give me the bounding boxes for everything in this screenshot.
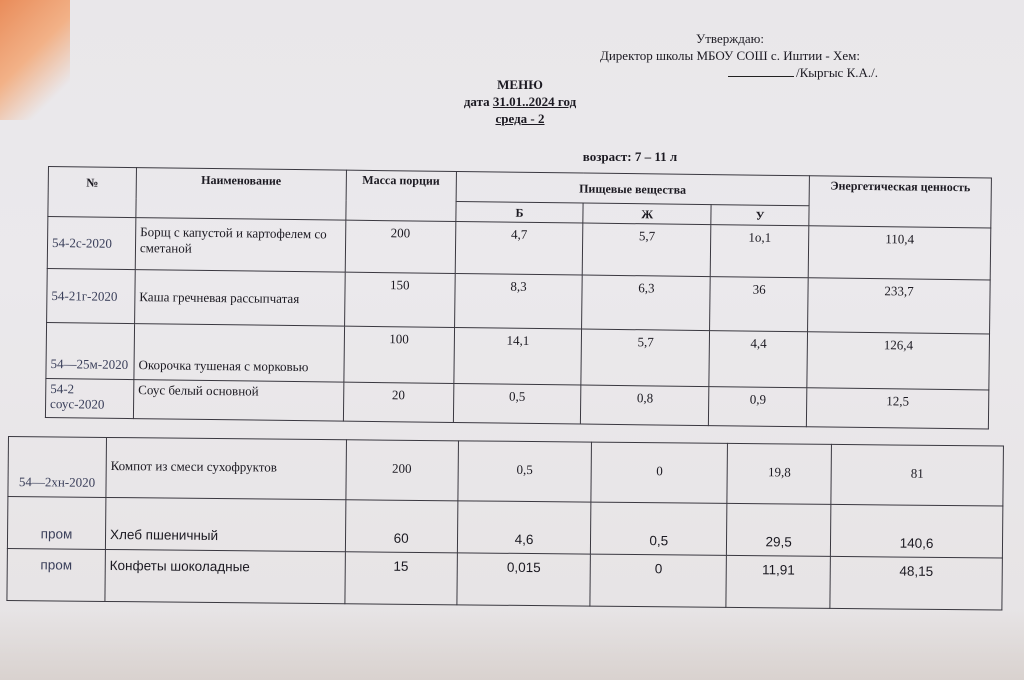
age-label: возраст: 7 – 11 л	[582, 149, 678, 164]
row-name: Борщ с капустой и картофелем со сметаной	[135, 218, 345, 273]
row-code: 54-2с-2020	[47, 217, 136, 270]
row-energy: 140,6	[831, 504, 1003, 558]
row-code: пром	[7, 548, 105, 601]
row-mass: 100	[344, 326, 455, 383]
date-value: 31.01..2024 год	[492, 94, 577, 109]
date-label: дата	[463, 94, 490, 109]
row-code: 54-21г-2020	[47, 268, 136, 323]
col-header-fat: Ж	[583, 203, 711, 225]
row-energy: 110,4	[808, 226, 991, 280]
row-mass: 60	[345, 500, 457, 553]
row-fat: 0,5	[591, 502, 727, 555]
table-row	[8, 437, 1004, 507]
col-header-name: Наименование	[136, 168, 346, 221]
col-header-protein: Б	[455, 201, 583, 223]
row-energy: 233,7	[808, 278, 991, 334]
row-name: Окорочка тушеная с морковью	[134, 324, 344, 383]
row-code: 54—25м-2020	[46, 322, 135, 379]
menu-table-main	[45, 166, 992, 430]
row-code: 54-2 соус-2020	[45, 378, 133, 418]
col-header-num: №	[48, 167, 137, 218]
row-mass: 200	[346, 440, 458, 501]
row-fat: 6,3	[582, 275, 710, 331]
row-carbs: 19,8	[727, 443, 831, 504]
row-name: Каша гречневая рассыпчатая	[135, 270, 345, 327]
row-protein: 0,5	[453, 383, 581, 424]
row-mass: 200	[345, 220, 456, 273]
row-protein: 0,5	[457, 441, 591, 502]
row-carbs: 4,4	[709, 331, 808, 388]
row-protein: 4,6	[457, 501, 591, 554]
row-carbs: 29,5	[727, 503, 831, 556]
signature-blank	[728, 76, 794, 77]
col-header-energy: Энергетическая ценность	[809, 176, 991, 228]
row-protein: 8,3	[454, 273, 582, 329]
row-carbs: 1о,1	[710, 225, 809, 278]
col-header-carbs: У	[711, 205, 809, 226]
table-row	[7, 497, 1002, 559]
row-protein: 14,1	[453, 327, 581, 385]
approval-block	[560, 30, 900, 81]
row-carbs: 11,91	[726, 555, 830, 608]
approval-line-2: Директор школы МБОУ СОШ с. Иштии - Хем:	[599, 48, 861, 63]
row-fat: 5,7	[583, 223, 711, 277]
row-fat: 0,8	[581, 385, 709, 426]
menu-day	[420, 110, 620, 127]
approval-line-1: Утверждаю:	[696, 31, 764, 46]
row-mass: 15	[345, 552, 457, 605]
row-fat: 0	[591, 442, 727, 503]
row-energy: 126,4	[807, 332, 990, 390]
row-energy: 12,5	[806, 388, 988, 429]
row-code: 54—2хн-2020	[8, 437, 107, 498]
row-mass: 150	[344, 272, 455, 327]
row-protein: 0,015	[456, 553, 590, 606]
menu-table-secondary	[6, 436, 1004, 611]
col-header-nutrients: Пищевые вещества	[456, 171, 810, 205]
menu-title-block	[420, 76, 620, 127]
row-carbs: 36	[710, 277, 809, 332]
row-name: Соус белый основной	[133, 380, 343, 422]
row-protein: 4,7	[455, 221, 583, 275]
row-name: Компот из смеси сухофруктов	[106, 437, 346, 499]
row-fat: 5,7	[581, 329, 709, 387]
paper-corner-background	[0, 0, 70, 120]
paper-shadow	[0, 610, 1024, 680]
row-fat: 0	[590, 554, 726, 607]
approval-line-3: /Кыргыс К.А./.	[795, 65, 878, 80]
col-header-mass: Масса порции	[346, 170, 456, 221]
menu-title: МЕНЮ	[497, 77, 543, 92]
row-name: Конфеты шоколадные	[105, 549, 345, 603]
row-energy: 48,15	[830, 556, 1002, 610]
row-mass: 20	[343, 382, 453, 422]
menu-date	[420, 93, 620, 110]
row-code: пром	[7, 497, 105, 550]
table-row	[7, 548, 1002, 610]
row-energy: 81	[831, 444, 1003, 506]
row-name: Хлеб пшеничный	[105, 497, 345, 551]
row-carbs: 0,9	[709, 387, 807, 427]
day-value: среда - 2	[495, 111, 545, 126]
